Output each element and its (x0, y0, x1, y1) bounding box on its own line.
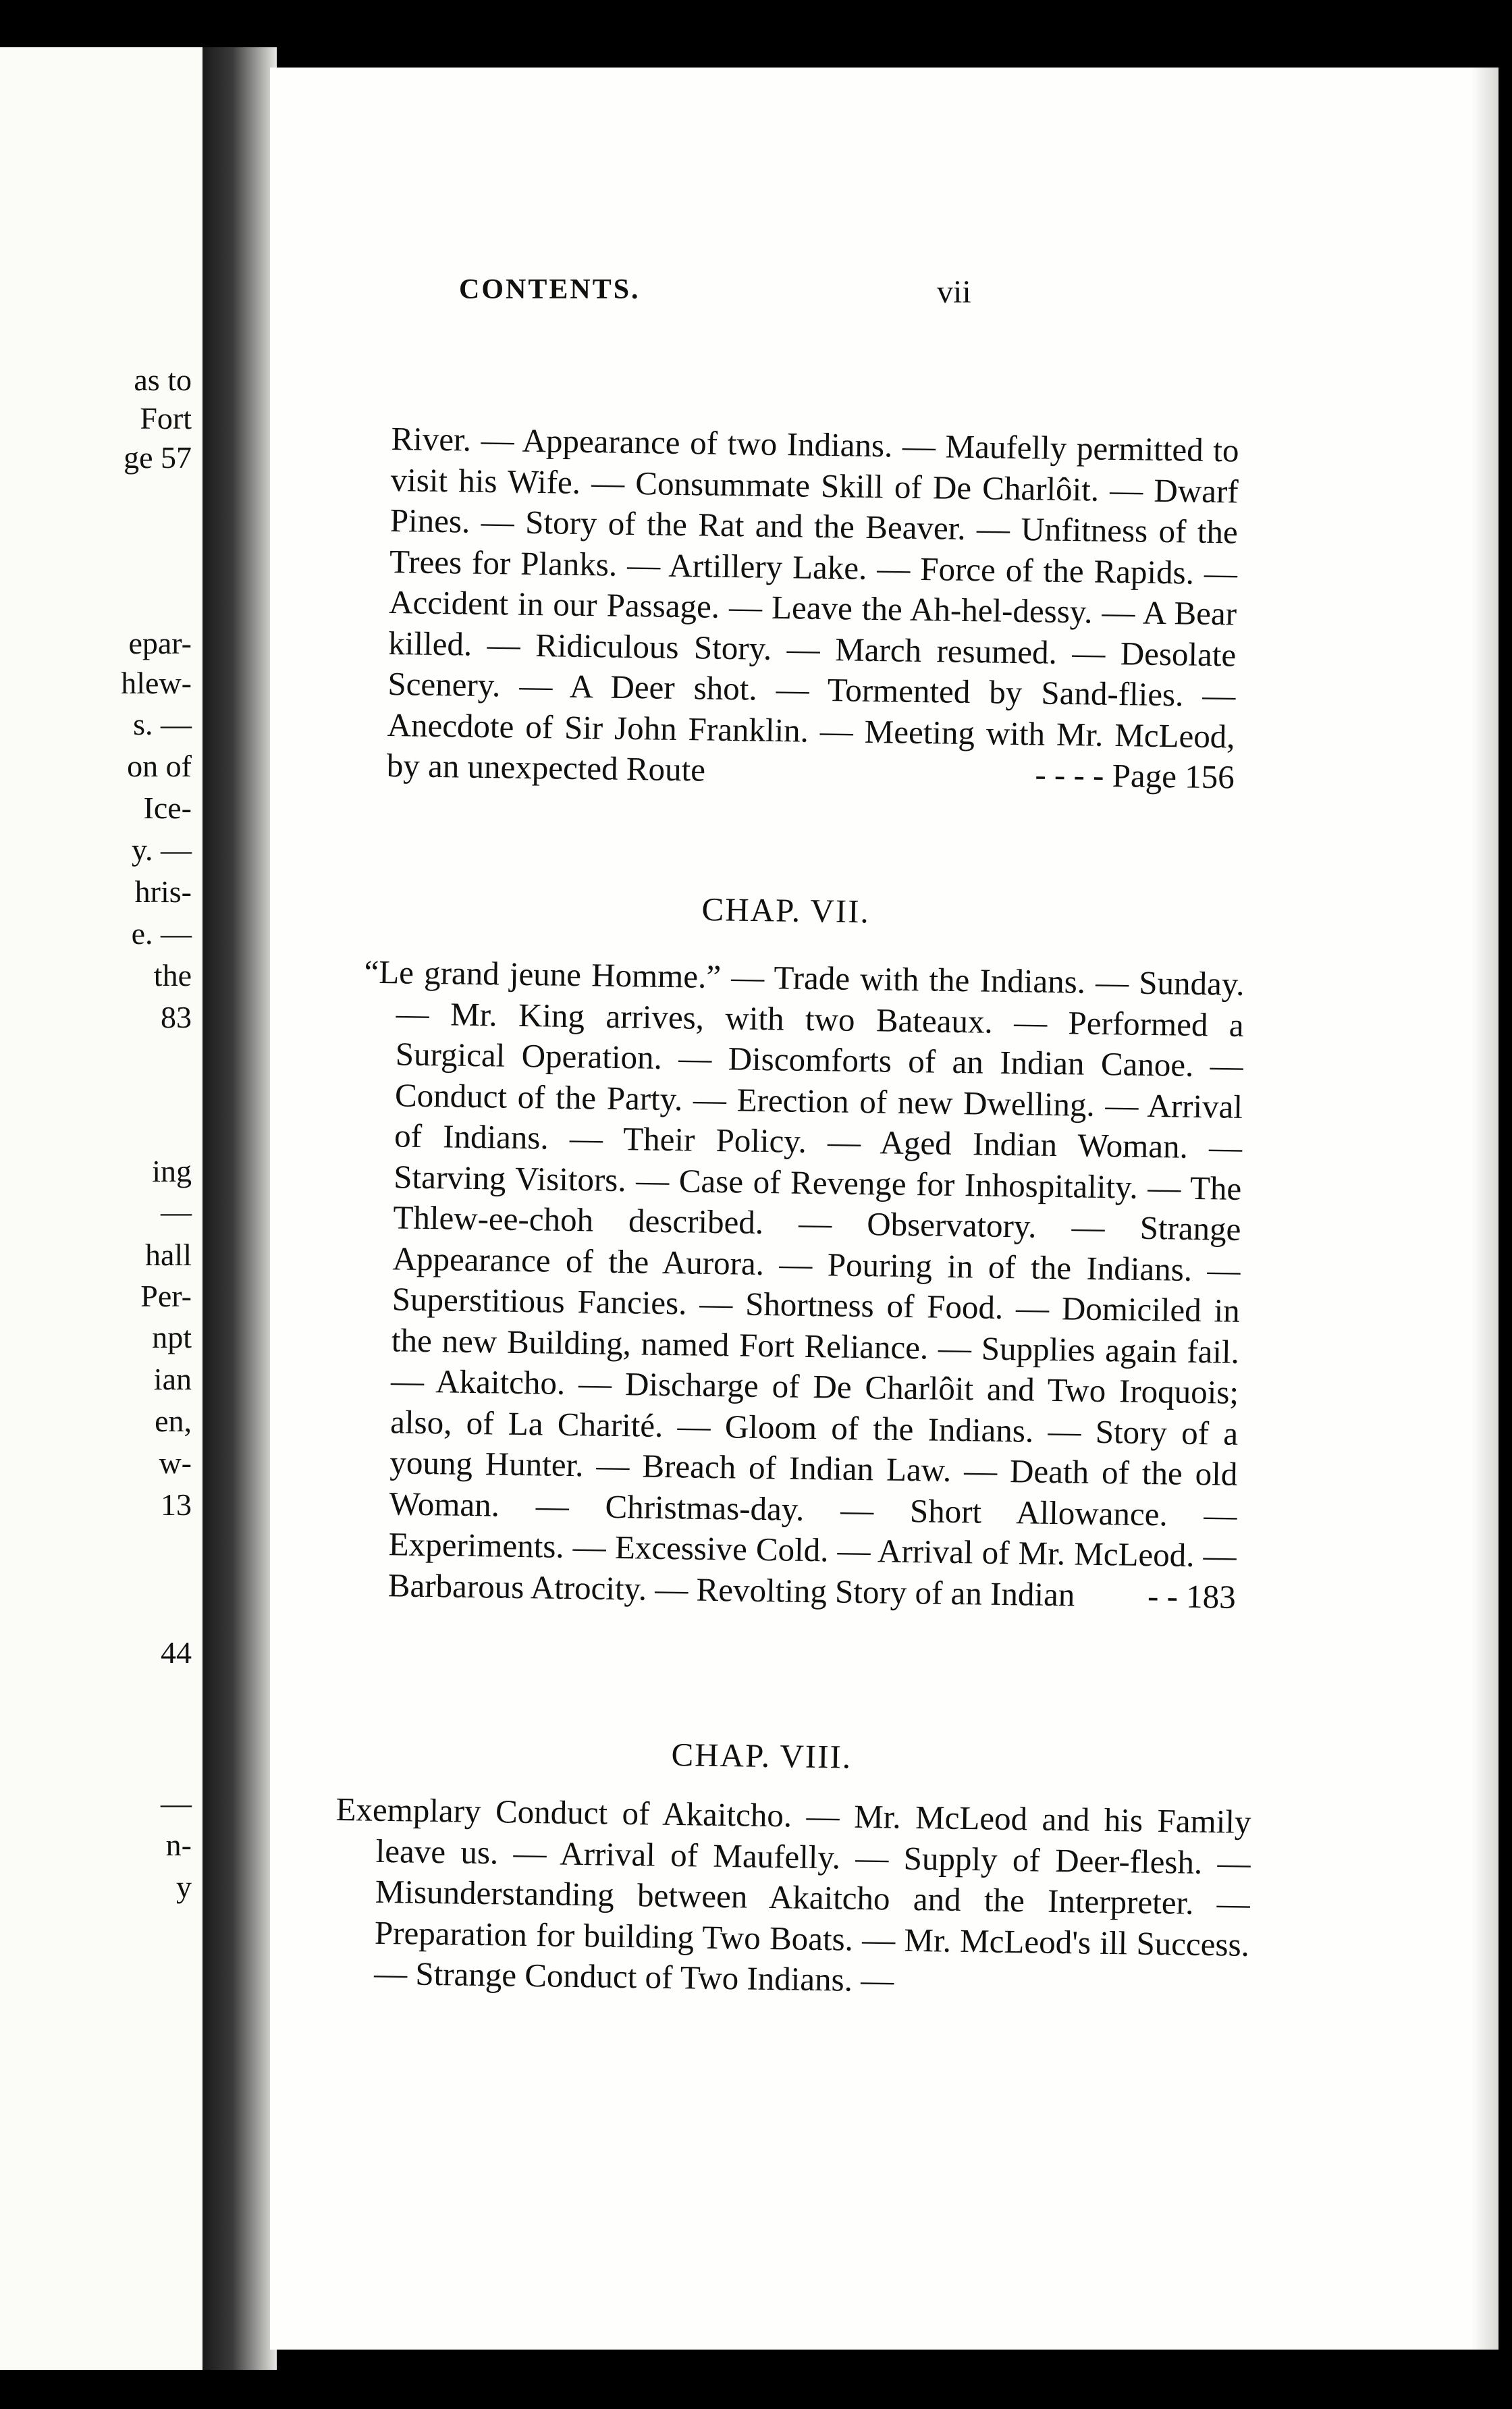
left-page-fragment: 83 (161, 1000, 192, 1034)
facing-page-left (0, 47, 202, 2370)
left-page-fragment: w- (159, 1446, 192, 1480)
left-page-fragment: y (176, 1870, 192, 1904)
left-page-fragment: s. — (133, 707, 192, 741)
entry-page-ref: - - - - Page 156 (1035, 756, 1235, 796)
page-edge (1472, 68, 1498, 2350)
left-page-fragment: the (153, 958, 192, 992)
left-page-fragment: ge 57 (124, 440, 192, 475)
contents-entry-chap8 (333, 1789, 1251, 2006)
entry-page-ref: - - 183 (1147, 1577, 1237, 1616)
left-page-fragment: hlew- (121, 666, 192, 700)
left-page-fragment: n- (165, 1828, 192, 1862)
left-page-fragment: ian (153, 1362, 192, 1396)
entry-text: Exemplary Conduct of Akaitcho. — Mr. McLeod and his Family leave us. — Arrival of Maufelly. — Supply of Deer-flesh. — Misunderstanding between Akaitcho and the Interpreter. — Preparation for building Two Boats. — Mr. McLeod's ill Success. — Strange Conduct of Two Indians. — (335, 1790, 1251, 1999)
left-page-fragment: Ice- (143, 791, 192, 825)
contents-entry-continued (386, 419, 1239, 798)
left-page-fragment: hris- (134, 874, 192, 909)
left-page-fragment: en, (155, 1404, 192, 1438)
left-page-fragment: hall (145, 1238, 192, 1272)
left-page-fragment: ing (152, 1154, 192, 1188)
left-page-fragment: — (161, 1786, 192, 1820)
left-page-fragment: 44 (161, 1635, 192, 1670)
left-page-fragment: npt (152, 1320, 192, 1354)
left-page-fragment: y. — (131, 832, 192, 867)
left-page-fragment: — (161, 1194, 192, 1229)
chapter-heading-8: CHAP. VIII. (671, 1736, 853, 1776)
entry-text: River. — Appearance of two Indians. — Maufelly permitted to visit his Wife. — Consummate Skill of De Charlôit. — Dwarf Pines. — Story of the Rat and the Beaver. — Unfitness of the Trees for Planks. — Artillery Lake. — Force of the Rapids. — Accident in our Passage. — Leave the Ah-hel-dessy. — A Bear killed. — Ridiculous Story. — March resumed. — Desolate Scenery. — A Deer shot. — Tormented by Sand-flies. — Anecdote of Sir John Franklin. — Meeting with Mr. McLeod, by an unexpected Route (386, 419, 1239, 789)
left-page-fragment: Per- (140, 1279, 192, 1313)
page-number: vii (937, 274, 971, 310)
contents-entry-chap7 (364, 952, 1245, 1618)
left-page-fragment: 13 (161, 1487, 192, 1522)
left-page-fragment: on of (127, 749, 192, 783)
left-page-fragment: epar- (128, 626, 192, 660)
book-gutter (202, 47, 277, 2370)
running-head: CONTENTS. (459, 274, 641, 305)
left-page-fragment: as to (134, 363, 192, 397)
left-page-fragment: e. — (131, 916, 192, 951)
chapter-heading-7: CHAP. VII. (701, 890, 871, 930)
left-page-fragment: Fort (140, 401, 192, 435)
entry-text: “Le grand jeune Homme.” — Trade with the Indians. — Sunday. — Mr. King arrives, with two Bateaux. — Performed a Surgical Operation. — Discomforts of an Indian Canoe. — Conduct of the Party. — Erection of new Dwelling. — Arrival of Indians. — Their Policy. — Aged Indian Woman. — Starving Visitors. — Case of Revenge for Inhospitality. — The Thlew-ee-choh described. — Observatory. — Strange Appearance of the Aurora. — Pouring in of the Indians. — Superstitious Fancies. — Shortness of Food. — Domiciled in the new Building, named Fort Reliance. — Supplies again fail. — Akaitcho. — Discharge of De Charlôit and Two Iroquois; also, of La Charité. — Gloom of the Indians. — Story of a young Hunter. — Breach of Indian Law. — Death of the old Woman. — Christmas-day. — Short Allowance. — Experiments. — Excessive Cold. — Arrival of Mr. McLeod. — Barbarous Atrocity. — Revolting Story of an Indian (364, 953, 1245, 1614)
